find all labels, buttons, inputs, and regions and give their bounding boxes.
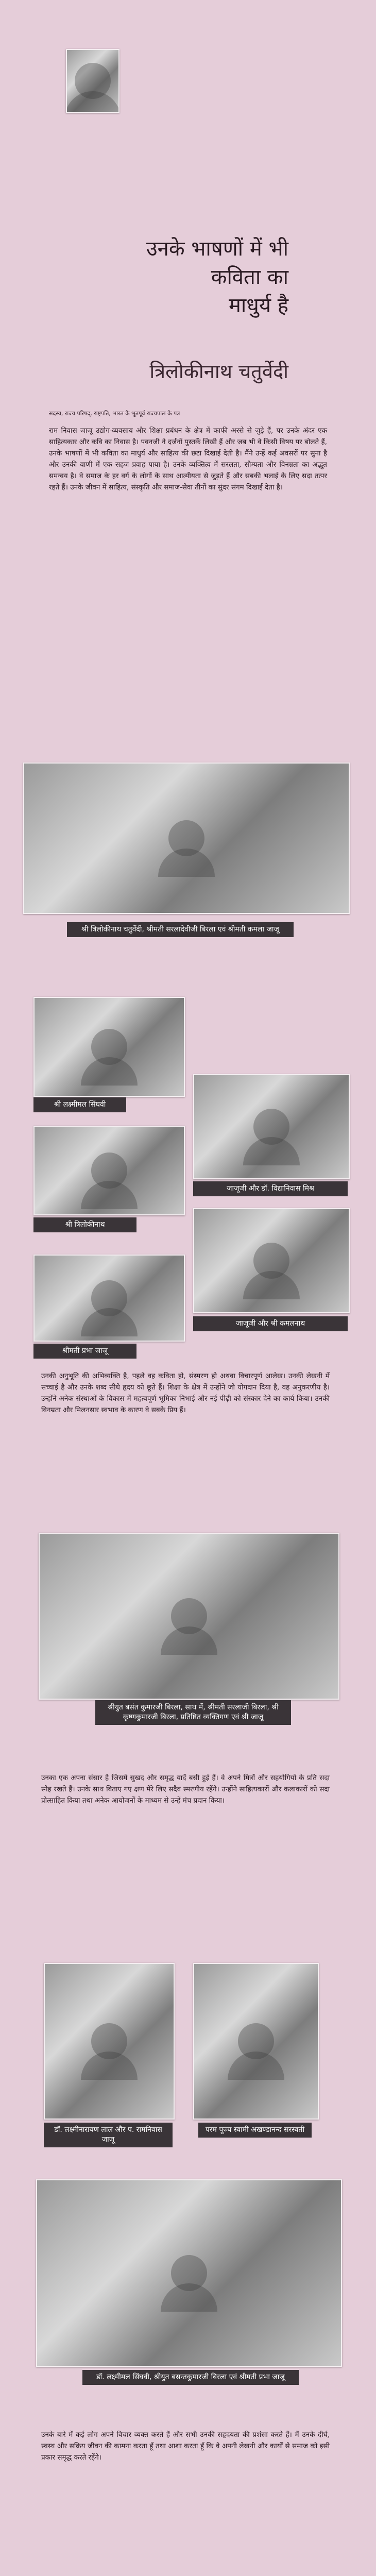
photo-lal-jaju xyxy=(44,1963,175,2120)
headline-line1: उनके भाषणों में भी xyxy=(146,237,288,261)
caption-10: डॉ. लक्ष्मीमल सिंघवी, श्रीयुत बसन्तकुमारजी बिरला एवं श्रीमती प्रभा जाजू xyxy=(82,2370,299,2385)
photo-swami xyxy=(193,1963,319,2120)
photo-icon xyxy=(171,2255,207,2291)
photo-icon xyxy=(91,1280,127,1316)
headline-line3: माधुर्य है xyxy=(228,294,288,317)
photo-icon xyxy=(91,1029,127,1065)
paragraph-2: उनकी अनुभूति की अभिव्यक्ति है, पहले वह कविता हो, संस्मरण हो अथवा विचारपूर्ण आलेख। उनकी लेखनी में सच्चाई है और उनके शब्द सीधे हृदय को छूते हैं। शिक्षा के क्षेत्र में उन्होंने जो योगदान दिया है, वह अनुकरणीय है। उन्होंने अनेक संस्थाओं के विकास में महत्वपूर्ण भूमिका निभाई और नई पीढ़ी को संस्कार देने का कार्य किया। उनकी विनम्रता और मिलनसार स्वभाव के कारण वे सबके प्रिय हैं। xyxy=(41,1372,330,1414)
photo-icon xyxy=(75,63,111,99)
caption-8: डॉ. लक्ष्मीनारायण लाल और प. रामनिवास जाजू xyxy=(44,2123,173,2147)
caption-4: श्री त्रिलोकीनाथ xyxy=(33,1217,136,1232)
caption-7: श्रीयुत बसंत कुमारजी बिरला, साथ में, श्रीमती सरलाजी बिरला, श्री कृष्णकुमारजी बिरला, प्रतिष्ठित व्यक्तिगण एवं श्री जाजू xyxy=(95,1700,291,1725)
headline-line2: कविता का xyxy=(211,265,288,289)
paragraph-3: उनका एक अपना संसार है जिसमें सुखद और समृद्ध यादें बसी हुई हैं। वे अपने मित्रों और सहयोगियों के प्रति सदा स्नेह रखते हैं। उनके साथ बिताए गए क्षण मेरे लिए सदैव स्मरणीय रहेंगे। उन्होंने साहित्यकारों और कलाकारों को सदा प्रोत्साहित किया तथा अनेक आयोजनों के माध्यम से उन्हें मंच प्रदान किया। xyxy=(41,1774,330,1805)
photo-birla-group xyxy=(39,1533,339,1700)
photo-icon xyxy=(91,2023,127,2059)
photo-icon xyxy=(238,2023,274,2059)
caption-9: परम पूज्य स्वामी अखण्डानन्द सरस्वती xyxy=(198,2123,312,2138)
photo-icon xyxy=(253,1109,289,1145)
photo-prabha-jaju xyxy=(33,1255,185,1342)
photo-dinner-group xyxy=(23,762,350,914)
caption-2: श्री लक्ष्मीमल सिंघवी xyxy=(33,1097,126,1112)
author-name: त्रिलोकीनाथ चतुर्वेदी xyxy=(149,360,288,383)
caption-6: श्रीमती प्रभा जाजू xyxy=(33,1344,136,1359)
photo-trilokinath xyxy=(33,1126,185,1215)
photo-icon xyxy=(168,820,204,856)
portrait-photo xyxy=(66,49,119,113)
caption-5: जाजूजी और श्री कमलनाथ xyxy=(193,1316,348,1331)
caption-1: श्री त्रिलोकीनाथ चतुर्वेदी, श्रीमती सरलादेवीजी बिरला एवं श्रीमती कमला जाजू xyxy=(67,922,294,937)
photo-icon xyxy=(91,1153,127,1189)
photo-icon xyxy=(171,1598,207,1634)
caption-3: जाजूजी और डॉ. विद्यानिवास मिश्र xyxy=(193,1181,348,1196)
paragraph-4: उनके बारे में कई लोग अपने विचार व्यक्त करते हैं और सभी उनकी सहृदयता की प्रशंसा करते हैं। मैं उनके दीर्घ, स्वस्थ और सक्रिय जीवन की कामना करता हूँ तथा आशा करता हूँ कि वे अपनी लेखनी और कार्यों से समाज को इसी प्रकार समृद्ध करते रहेंगे। xyxy=(41,2431,330,2462)
paragraph-1: राम निवास जाजू उद्योग-व्यवसाय और शिक्षा प्रबंधन के क्षेत्र में काफी अरसे से जुड़े हैं, पर उनके अंदर एक साहित्यकार और कवि का निवास है। पवनजी ने दर्जनों पुस्तकें लिखी हैं और जब भी वे किसी विषय पर बोलते हैं, उनके भाषणों में भी कविता का माधुर्य और साहित्य की छटा दिखाई देती है। मैंने उन्हें कई अवसरों पर सुना है और उनकी वाणी में एक सहज प्रवाह पाया है। उनके व्यक्तित्व में सरलता, सौम्यता और विनम्रता का अद्भुत समन्वय है। वे समाज के हर वर्ग के लोगों के साथ आत्मीयता से जुड़ते हैं और सबकी भलाई के लिए सदा तत्पर रहते हैं। उनके जीवन में साहित्य, संस्कृति और समाज-सेवा तीनों का सुंदर संगम दिखाई देता है। xyxy=(49,427,327,492)
photo-jajuji-mishra xyxy=(193,1074,350,1179)
photo-icon xyxy=(253,1243,289,1279)
photo-jajuji-kamalnath xyxy=(193,1208,350,1313)
photo-singhvi-birla-dinner xyxy=(36,2179,342,2367)
byline: सदस्य, राज्य परिषद्, राष्ट्रपति, भारत के भूतपूर्व राज्यपाल के पत्र xyxy=(49,410,180,417)
photo-singhvi xyxy=(33,997,185,1097)
